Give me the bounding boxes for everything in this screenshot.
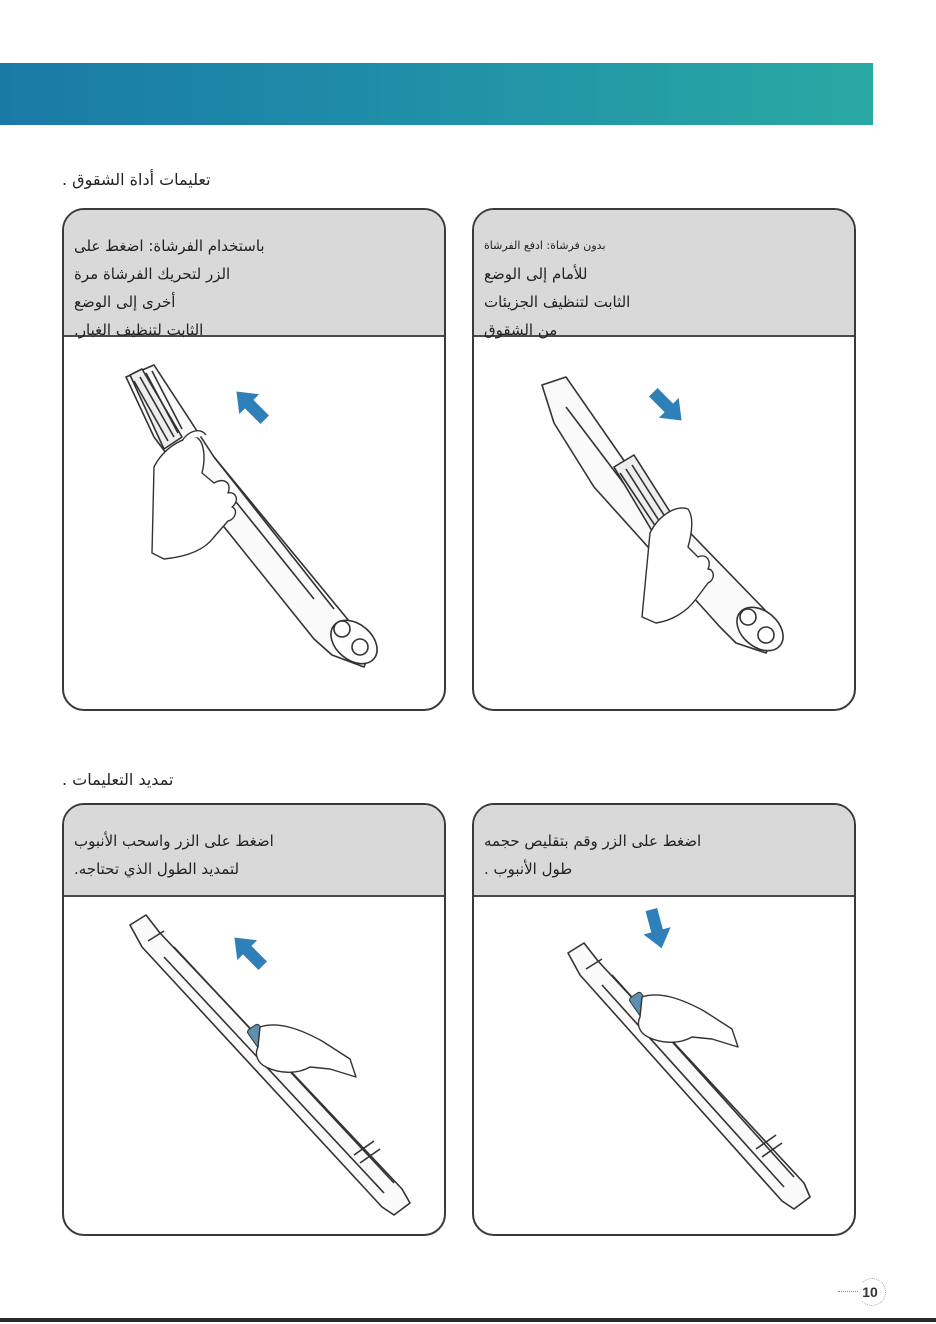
bottom-rule [0, 1318, 936, 1322]
crevice-tool-icon [474, 337, 854, 709]
card-crevice-with-brush [62, 208, 446, 711]
extension-tube-icon [474, 897, 854, 1234]
illustration-area [64, 337, 444, 709]
instruction-line: من الشقوق [484, 321, 558, 339]
card-crevice-without-brush [472, 208, 856, 711]
card-header [64, 210, 444, 337]
extend-section-title: تمديد التعليمات . [62, 770, 174, 789]
instruction-line: باستخدام الفرشاة: اضغط على [74, 237, 265, 255]
extension-tube-icon [64, 897, 444, 1234]
illustration-area [64, 897, 444, 1234]
card-header [474, 210, 854, 337]
instruction-line: لتمديد الطول الذي تحتاجه. [74, 860, 240, 878]
hand-icon [638, 995, 738, 1047]
instruction-line: الثابت لتنظيف الغبار. [74, 321, 204, 339]
instruction-line: اضغط على الزر واسحب الأنبوب [74, 832, 274, 850]
crevice-tool-icon [64, 337, 444, 709]
card-header [64, 805, 444, 897]
direction-arrow-icon [643, 382, 691, 430]
instruction-line: الثابت لتنظيف الجزيئات [484, 293, 631, 311]
direction-arrow-icon [225, 928, 273, 976]
card-header [474, 805, 854, 897]
hand-icon [256, 1025, 356, 1077]
card-extend-tube [62, 803, 446, 1236]
crevice-section-title: تعليمات أداة الشقوق . [62, 170, 211, 189]
instruction-line: أخرى إلى الوضع [74, 293, 176, 311]
instruction-line: اضغط على الزر وقم بتقليص حجمه [484, 832, 702, 850]
card-retract-tube [472, 803, 856, 1236]
instruction-line: بدون فرشاة: ادفع الفرشاة [484, 239, 606, 252]
instruction-line: الزر لتحريك الفرشاة مرة [74, 265, 231, 283]
instruction-line: طول الأنبوب . [484, 860, 573, 878]
illustration-area [474, 337, 854, 709]
direction-arrow-icon [638, 906, 675, 952]
header-banner [0, 63, 873, 125]
instruction-line: للأمام إلى الوضع [484, 265, 588, 283]
direction-arrow-icon [227, 382, 275, 430]
illustration-area [474, 897, 854, 1234]
page-number: 10 [862, 1284, 878, 1300]
